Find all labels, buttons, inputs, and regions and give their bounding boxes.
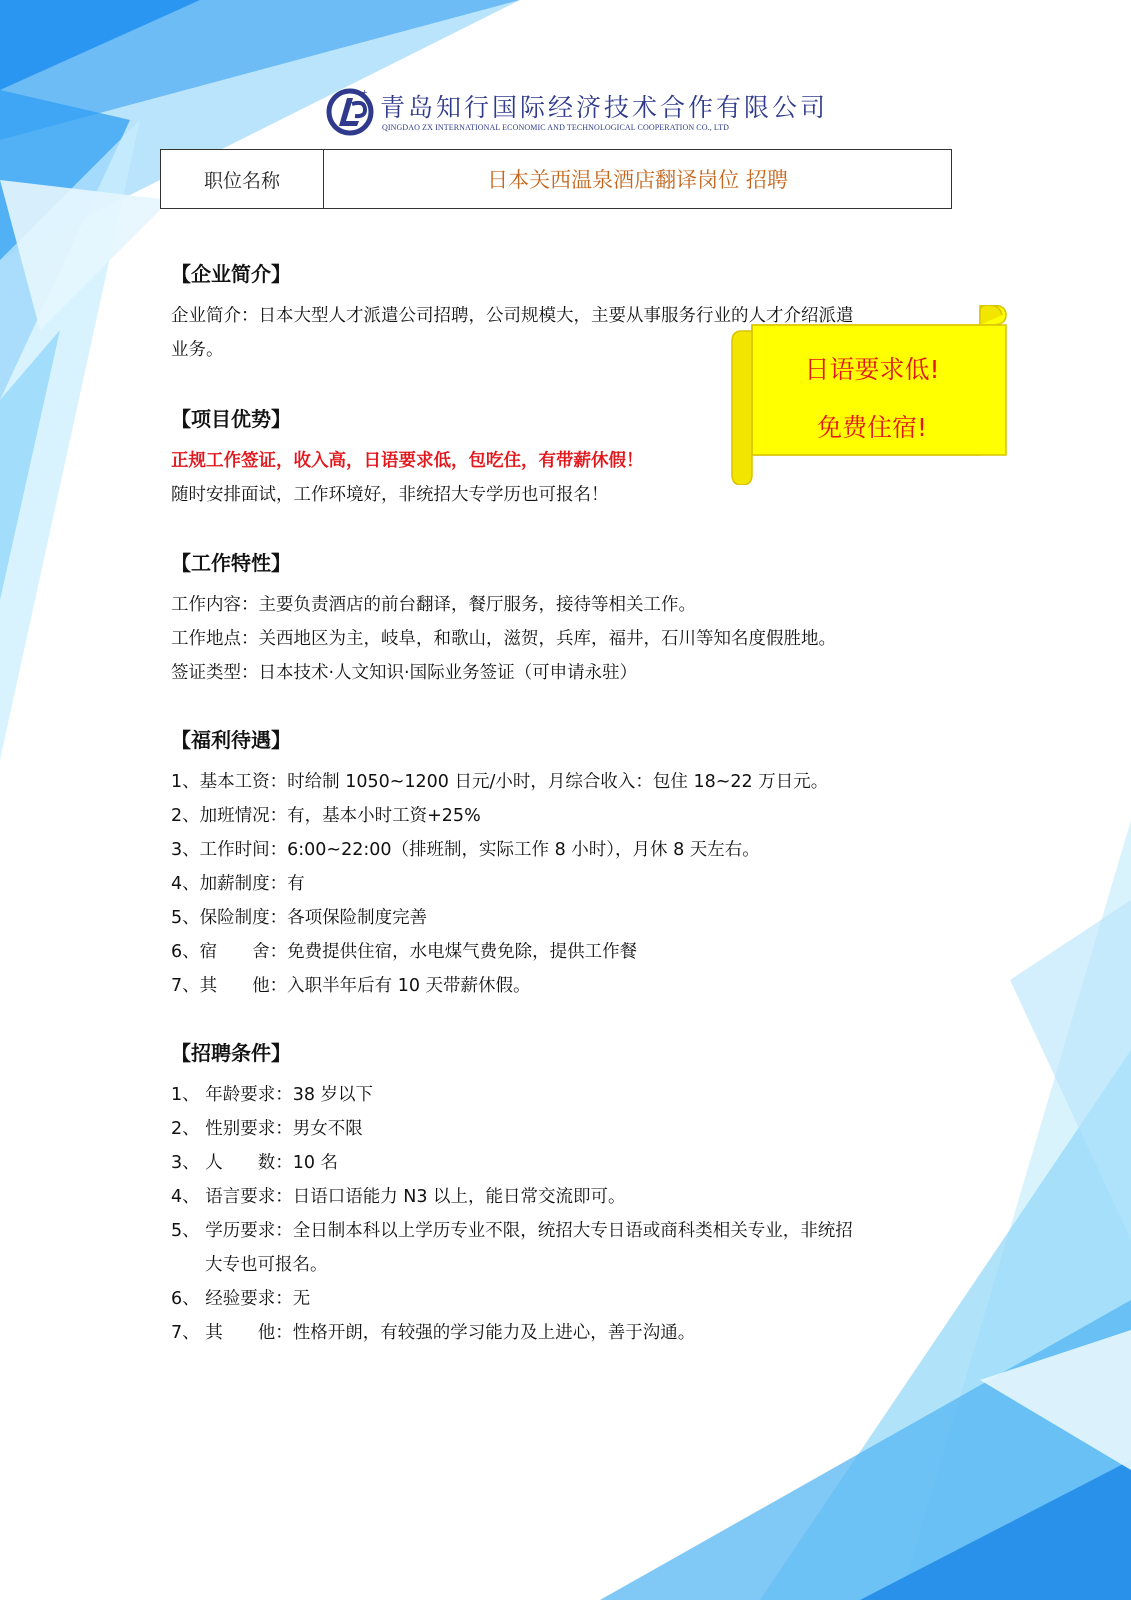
section-company — [171, 258, 971, 367]
section-job — [171, 547, 971, 690]
svg-text:+: + — [361, 88, 368, 97]
company-name-cn: 青岛知行国际经济技术合作有限公司 — [380, 93, 829, 122]
section-benefits — [171, 724, 971, 1003]
position-label: 职位名称 — [161, 150, 324, 208]
list-item: 6、宿 舍：免费提供住宿，水电煤气费免除，提供工作餐 — [171, 942, 638, 962]
text-line: 工作地点：关西地区为主，岐阜，和歌山，滋贺，兵库，福井，石川等知名度假胜地。 — [171, 629, 836, 649]
company-name-en: QINGDAO ZX INTERNATIONAL ECONOMIC AND TECHNOLOGICAL COOPERATION CO., LTD — [382, 123, 730, 132]
section-title: 【福利待遇】 — [171, 728, 291, 752]
section-title: 【企业简介】 — [171, 262, 291, 286]
section-title: 【招聘条件】 — [171, 1041, 291, 1065]
company-logo — [325, 82, 829, 142]
list-item-continuation: 大专也可报名。 — [205, 1255, 328, 1275]
list-item: 3、工作时间：6:00~22:00（排班制，实际工作 8 小时），月休 8 天左右。 — [171, 840, 760, 860]
list-item: 2、 性别要求：男女不限 — [171, 1119, 363, 1139]
list-item: 5、 学历要求：全日制本科以上学历专业不限，统招大专日语或商科类相关专业，非统招 — [171, 1221, 853, 1241]
banner-line-2: 免费住宿! — [816, 413, 928, 442]
section-advantages — [171, 403, 971, 512]
section-requirements — [171, 1037, 971, 1350]
list-item: 2、加班情况：有，基本小时工资+25% — [171, 806, 481, 826]
banner-line-1: 日语要求低! — [804, 355, 940, 384]
position-table — [160, 149, 952, 209]
list-item: 1、 年龄要求：38 岁以下 — [171, 1085, 374, 1105]
list-item: 7、 其 他：性格开朗，有较强的学习能力及上进心，善于沟通。 — [171, 1323, 696, 1343]
highlight-line: 正规工作签证，收入高，日语要求低，包吃住，有带薪休假！ — [171, 451, 644, 471]
list-item: 6、 经验要求：无 — [171, 1289, 311, 1309]
list-item: 4、加薪制度：有 — [171, 874, 305, 894]
lp-logo-icon — [325, 86, 375, 136]
text-line: 工作内容：主要负责酒店的前台翻译，餐厅服务，接待等相关工作。 — [171, 595, 696, 615]
list-item: 7、其 他：入职半年后有 10 天带薪休假。 — [171, 976, 531, 996]
section-title: 【项目优势】 — [171, 407, 291, 431]
text-line: 企业简介：日本大型人才派遣公司招聘，公司规模大，主要从事服务行业的人才介绍派遣 — [171, 306, 854, 326]
list-item: 4、 语言要求：日语口语能力 N3 以上，能日常交流即可。 — [171, 1187, 626, 1207]
text-line: 业务。 — [171, 340, 224, 360]
section-title: 【工作特性】 — [171, 551, 291, 575]
list-item: 3、 人 数：10 名 — [171, 1153, 339, 1173]
text-line: 随时安排面试，工作环境好，非统招大专学历也可报名！ — [171, 485, 609, 505]
text-line: 签证类型：日本技术·人文知识·国际业务签证（可申请永驻） — [171, 663, 638, 683]
list-item: 5、保险制度：各项保险制度完善 — [171, 908, 428, 928]
position-title: 日本关西温泉酒店翻译岗位 招聘 — [487, 168, 788, 192]
list-item: 1、基本工资：时给制 1050~1200 日元/小时，月综合收入：包住 18~22 万日元。 — [171, 772, 829, 792]
